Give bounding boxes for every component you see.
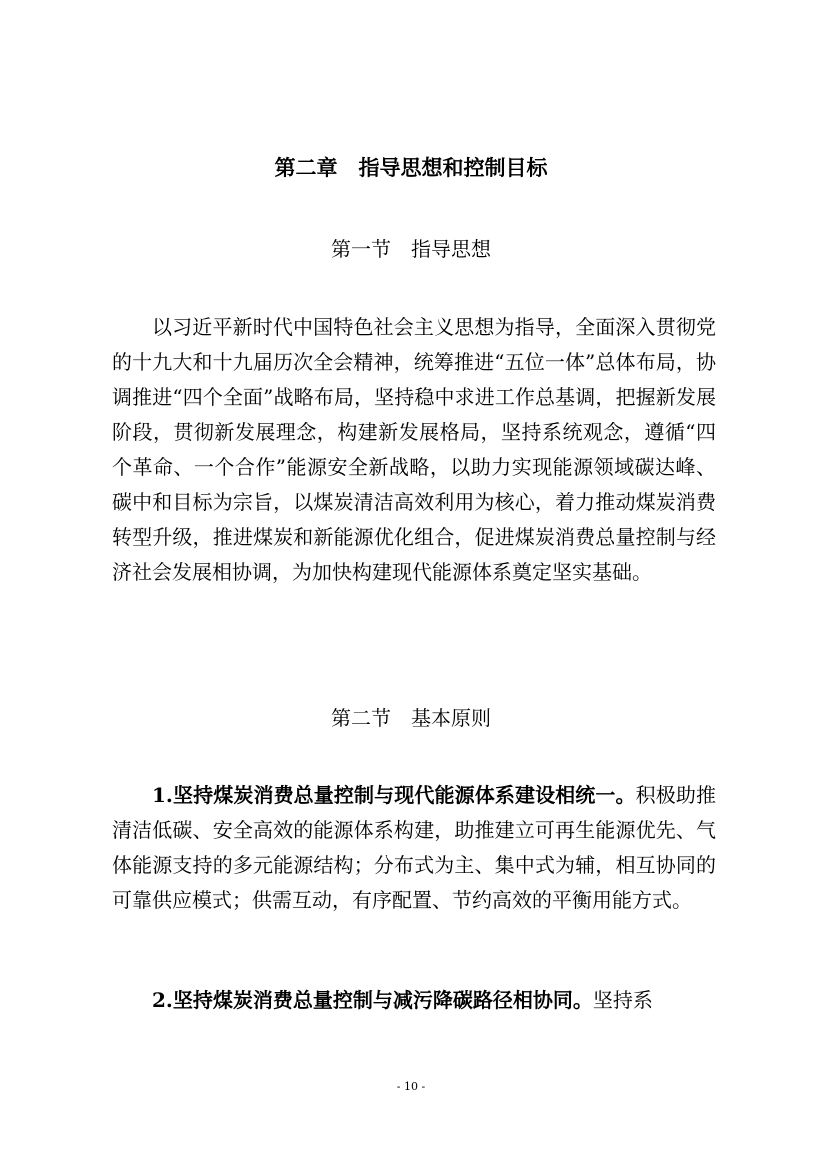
chapter-title: 第二章 指导思想和控制目标 (274, 156, 548, 180)
page-number: - 10 - (396, 1080, 426, 1093)
principle-body: 坚持系 (592, 988, 653, 1012)
principle-lead: 2.坚持煤炭消费总量控制与减污降碳路径相协同。 (152, 988, 593, 1012)
principle-lead: 1.坚持煤炭消费总量控制与现代能源体系建设相统一。 (152, 783, 636, 807)
principle-item (112, 983, 716, 1018)
section-title-basic-principles: 第二节 基本原则 (331, 706, 491, 730)
section-title-guiding-ideology: 第一节 指导思想 (331, 237, 491, 261)
principle-body: 积极助推清洁低碳、安全高效的能源体系构建，助推建立可再生能源优先、气体能源支持的多元能源结构；分布式为主、集中式为辅，相互协同的可靠供应模式；供需互动，有序配置、节约高效的平衡用能方式。 (112, 783, 717, 912)
paragraph-guiding-ideology: 以习近平新时代中国特色社会主义思想为指导，全面深入贯彻党的十九大和十九届历次全会精神，统筹推进“五位一体”总体布局，协调推进“四个全面”战略布局，坚持稳中求进工作总基调，把握新发展阶段，贯彻新发展理念，构建新发展格局，坚持系统观念，遵循“四个革命、一个合作”能源安全新战略，以助力实现能源领域碳达峰、碳中和目标为宗旨，以煤炭清洁高效利用为核心，着力推动煤炭消费转型升级，推进煤炭和新能源优化组合，促进煤炭消费总量控制与经济社会发展相协调，为加快构建现代能源体系奠定坚实基础。 (112, 315, 716, 584)
principle-item (112, 778, 716, 918)
